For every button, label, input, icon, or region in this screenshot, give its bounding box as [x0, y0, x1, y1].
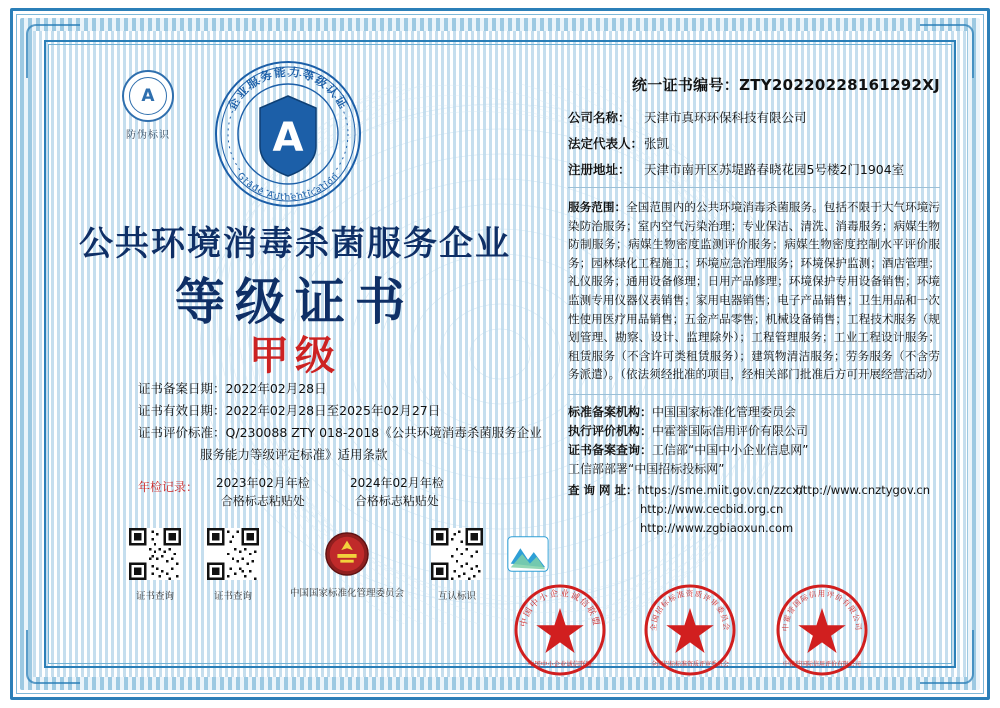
- query-url-2[interactable]: http://www.cecbid.org.cn: [640, 501, 784, 516]
- anti-counterfeit-icon: [122, 70, 174, 122]
- field-label-legal-representative: 法定代表人：: [568, 136, 644, 151]
- org-value-standard-filing: 中国国家标准化管理委员会: [652, 404, 797, 419]
- divider-top: [568, 187, 940, 188]
- field-value-legal-representative: 张凯: [644, 136, 670, 151]
- query-url-0[interactable]: https://sme.miit.gov.cn/zzcx/: [637, 482, 803, 497]
- org-row-evaluation-body: [568, 422, 940, 441]
- field-label-company-name: 公司名称：: [568, 110, 631, 125]
- annual-check-box-2023: [216, 474, 310, 510]
- org-value-filing-query-2: 工信部部署“中国招标投标网”: [568, 461, 725, 476]
- qr-code-icon[interactable]: [431, 528, 483, 580]
- qr-caption-0: 证书查询: [135, 591, 174, 602]
- stamp-ring-text-0: 中国中小企业诚信联盟: [518, 588, 602, 628]
- annual-check-2023-line1: 2023年02月年检: [216, 476, 310, 490]
- anti-counterfeit-caption: 防伪标识: [126, 130, 170, 141]
- certificate-title-line1: 公共环境消毒杀菌服务企业: [79, 224, 511, 264]
- certificate-grade: 甲级: [249, 333, 341, 379]
- org-value-filing-query: 工信部“中国中小企业信息网”: [652, 442, 809, 457]
- left-info-label-1: 证书有效日期：: [138, 403, 226, 418]
- field-value-company-name: 天津市真环环保科技有限公司: [644, 110, 807, 125]
- service-scope-text: 全国范围内的公共环境消毒杀菌服务。包括不限于大气环境污染防治服务；室内空气污染治理；专业保洁、清洗、消毒服务；病媒生物防制服务；病媒生物密度监测评价服务；病媒生物密度控制水平评价服务；园林绿化工程施工；环境应急治理服务；环境保护监测；酒店管理；礼仪服务；通用设备修理；日用产品修理；环境保护专用设备销售；环境监测专用仪器仪表销售；家用电器销售；电子产品销售；卫生用品和一次性使用医疗用品销售；五金产品零售；机械设备销售；工程技术服务（规划管理、勘察、设计、监理除外）；工程管理服务；工业工程设计服务；租赁服务（不含许可类租赁服务）；建筑物清洁服务；劳务服务（不含劳务派遣）。（依法须经批准的项目，经相关部门批准后方可开展经营活动）: [568, 200, 940, 382]
- right-column: [568, 74, 940, 538]
- service-scope: [568, 198, 940, 384]
- org-row-filing-query-2: [568, 460, 940, 479]
- svg-text:Grade Authentication: Grade Authentication: [234, 171, 342, 204]
- stamp-credit-evaluation-company: [774, 582, 870, 678]
- certificate-title-line2: 等级证书: [175, 273, 415, 331]
- stamp-sme-credit-alliance: [512, 582, 608, 678]
- red-seal-icon: [774, 582, 870, 678]
- left-info-row: [138, 444, 538, 466]
- qr-caption-1: 证书查询: [213, 591, 252, 602]
- anti-counterfeit-letter: A: [141, 86, 155, 106]
- divider-bottom: [568, 394, 940, 395]
- org-value-evaluation-body: 中霍誉国际信用评价有限公司: [652, 423, 809, 438]
- stamp-ring-text-2: 中霍誉国际信用评价有限公司: [780, 589, 864, 632]
- qr-item-2: [272, 528, 422, 599]
- grade-authentication-seal-icon: [208, 54, 368, 214]
- field-label-registered-address: 注册地址：: [568, 162, 631, 177]
- left-info-value-1: 2022年02月28日至2025年02月27日: [225, 403, 441, 418]
- query-url-label: 查 询 网 址：: [568, 482, 638, 497]
- stamp-national-bidding-committee: [642, 582, 738, 678]
- svg-text:A: A: [272, 115, 304, 161]
- stamp-bottom-text-1: 全国招标标准资质评审委员会: [650, 661, 730, 668]
- left-info-block: [138, 378, 542, 466]
- mutual-recognition-logo-icon: [505, 531, 551, 577]
- official-stamps: [512, 582, 882, 678]
- org-label-filing-query: 证书备案查询：: [568, 442, 653, 457]
- field-company-name: [568, 109, 940, 126]
- svg-text:企业服务能力等级认证: 企业服务能力等级认证: [224, 64, 352, 113]
- org-label-standard-filing: 标准备案机构：: [568, 404, 653, 419]
- red-seal-icon: [512, 582, 608, 678]
- left-info-value-2: Q/230088 ZTY 018-2018《公共环境消毒杀菌服务企业: [225, 425, 542, 440]
- left-info-value-3: 服务能力等级评定标准》适用条款: [200, 447, 388, 462]
- field-registered-address: [568, 161, 940, 178]
- certificate-number-label: 统一证书编号：: [631, 76, 740, 94]
- field-value-registered-address: 天津市南开区苏堤路春晓花园5号楼2门1904室: [644, 162, 905, 177]
- query-urls-line2: [568, 500, 940, 538]
- stamp-bottom-text-0: 中国中小企业诚信联盟: [528, 660, 592, 668]
- org-label-evaluation-body: 执行评价机构：: [568, 423, 653, 438]
- qr-caption-2: 中国国家标准化管理委员会: [289, 588, 404, 599]
- left-info-row: [138, 378, 538, 400]
- national-standard-logo-icon: [324, 531, 370, 577]
- left-info-row: [138, 400, 538, 422]
- org-row-filing-query: [568, 441, 940, 460]
- annual-check-label: 年检记录：: [138, 480, 199, 494]
- query-urls: [568, 481, 940, 538]
- left-info-label-2: 证书评价标准：: [138, 425, 226, 440]
- annual-check-2023-line2: 合格标志粘贴处: [220, 494, 305, 508]
- annual-check-2024-line1: 2024年02月年检: [350, 476, 444, 490]
- qr-caption-3: 互认标识: [437, 591, 476, 602]
- anti-counterfeit-badge: [112, 70, 184, 141]
- left-info-label-0: 证书备案日期：: [138, 381, 226, 396]
- qr-item-3[interactable]: [424, 528, 490, 602]
- left-info-value-0: 2022年02月28日: [225, 381, 327, 396]
- service-scope-label: 服务范围：: [568, 200, 627, 214]
- query-url-1[interactable]: http://www.cnztygov.cn: [795, 482, 931, 497]
- qr-item-0[interactable]: [122, 528, 188, 602]
- annual-check-box-2024: [350, 474, 444, 510]
- annual-check-2024-line2: 合格标志粘贴处: [354, 494, 439, 508]
- certificate-number: [568, 74, 940, 95]
- qr-item-1[interactable]: [200, 528, 266, 602]
- qr-item-4: [498, 528, 558, 585]
- field-legal-representative: [568, 135, 940, 152]
- query-urls-line1: [568, 481, 940, 500]
- qr-strip: [122, 528, 542, 618]
- query-url-3[interactable]: http://www.zgbiaoxun.com: [640, 520, 794, 535]
- qr-code-icon[interactable]: [207, 528, 259, 580]
- red-seal-icon: [642, 582, 738, 678]
- certificate-number-value: ZTY20220228161292XJ: [739, 76, 940, 94]
- stamp-bottom-text-2: 中霍誉国际信用评价有限公司: [782, 661, 862, 668]
- org-row-standard-filing: [568, 403, 940, 422]
- left-info-row: [138, 422, 542, 444]
- stamp-ring-text-1: 全国招标标准资质评审委员会: [648, 589, 732, 632]
- certificate-content: [60, 56, 940, 652]
- qr-code-icon[interactable]: [129, 528, 181, 580]
